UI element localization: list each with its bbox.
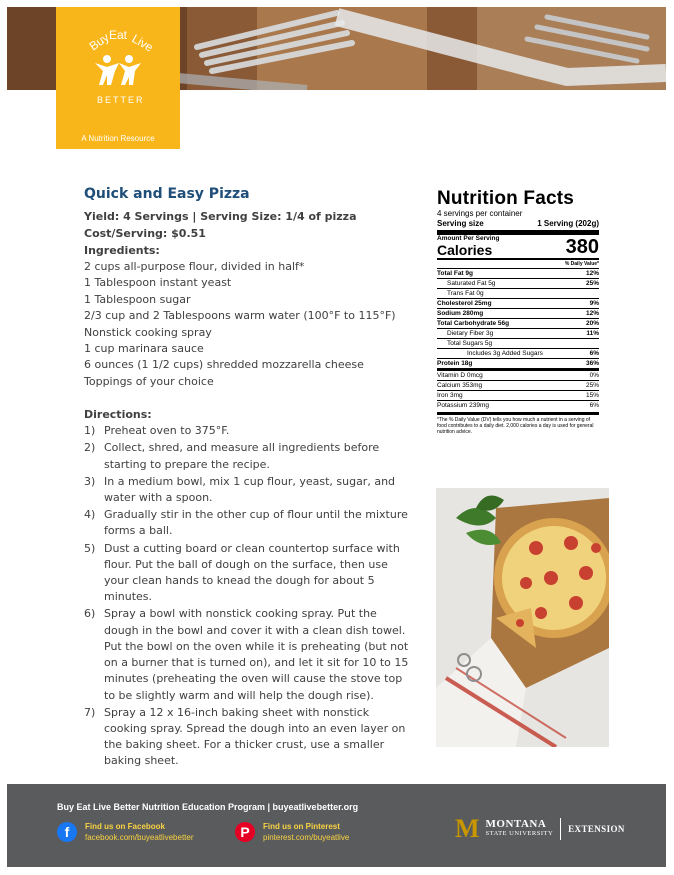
direction-step: 4) Gradually stir in the other cup of flour until the mixture forms a ball. bbox=[84, 508, 408, 538]
ingredient-item: 2 cups all-purpose flour, divided in half* bbox=[84, 260, 305, 273]
nutrient-row: Dietary Fiber 3g 11% bbox=[437, 328, 599, 338]
ingredient-item: 1 Tablespoon instant yeast bbox=[84, 276, 232, 290]
nutrient-row: Total Carbohydrate 56g 20% bbox=[437, 320, 599, 327]
pinterest-link[interactable] bbox=[235, 821, 349, 843]
msu-sub: STATE UNIVERSITY bbox=[485, 830, 554, 837]
vitamin-row: Vitamin D 0mcg 0% bbox=[437, 372, 599, 379]
ingredients-list bbox=[84, 259, 414, 390]
direction-step: 5) Dust a cutting board or clean countertop surface with flour. Put the ball of dough on the surface, then use your clean hands to knead the dough for about 5 minutes. bbox=[84, 541, 400, 604]
ingredient-item: 1 cup marinara sauce bbox=[84, 342, 204, 356]
vitamin-rows bbox=[437, 371, 599, 410]
ingredient-item: Nonstick cooking spray bbox=[84, 325, 212, 339]
calories-value: 380 bbox=[565, 236, 599, 258]
amount-per-serving: Amount Per Serving bbox=[437, 235, 500, 242]
directions-heading: Directions: bbox=[84, 408, 152, 422]
logo-word-live: Live bbox=[129, 31, 156, 55]
nutrient-row: Cholesterol 25mg 9% bbox=[437, 300, 599, 307]
ingredients-heading: Ingredients: bbox=[84, 244, 160, 257]
calories-label: Calories bbox=[437, 242, 493, 258]
recipe-title: Quick and Easy Pizza bbox=[84, 186, 250, 202]
direction-step: 6) Spray a bowl with nonstick cooking spray. Put the dough in the bowl and cover it with a clean dish towel. Put the bowl on the oven while it is preheating (but not on a burner that is turned on), and let it sit for 10 to 15 minutes (preheating the oven will cause the stove top to be slightly warm and will help the dough rise). bbox=[84, 607, 409, 702]
ingredient-item: 1 Tablespoon sugar bbox=[84, 292, 191, 306]
nutrient-row: Saturated Fat 5g 25% bbox=[437, 278, 599, 288]
pinterest-url: pinterest.com/buyeatlive bbox=[263, 833, 350, 842]
nutrient-row: Total Sugars 5g bbox=[437, 338, 599, 348]
facebook-link[interactable] bbox=[57, 821, 194, 843]
buy-eat-live-better-logo bbox=[56, 7, 180, 149]
calories-row bbox=[437, 235, 599, 258]
pinterest-icon: P bbox=[235, 822, 255, 842]
nutrient-row: Trans Fat 0g bbox=[437, 288, 599, 298]
nutrient-row: Total Fat 9g 12% bbox=[437, 270, 599, 277]
vitamin-row: Calcium 353mg 25% bbox=[437, 382, 599, 389]
msu-name: MONTANA bbox=[485, 818, 547, 830]
ingredient-item: 2/3 cup and 2 Tablespoons warm water (100°F to 115°F) bbox=[84, 309, 396, 323]
logo-emblem bbox=[73, 23, 161, 111]
directions-list bbox=[84, 423, 414, 769]
cost-line: Cost/Serving: $0.51 bbox=[84, 227, 206, 240]
direction-step: 7) Spray a 12 x 16-inch baking sheet with nonstick cooking spray. Spread the dough into an even layer on the baking sheet. For a thicker crust, use a smaller baking sheet. bbox=[84, 705, 406, 768]
logo-caption: A Nutrition Resource bbox=[81, 134, 155, 143]
facebook-url: facebook.com/buyeatlivebetter bbox=[85, 833, 194, 842]
nutrient-rows bbox=[437, 268, 599, 368]
recipe-column bbox=[84, 186, 414, 771]
nutrient-row: Protein 18g 36% bbox=[437, 360, 599, 367]
pinterest-title: Find us on Pinterest bbox=[263, 822, 340, 831]
vitamin-row: Iron 3mg 15% bbox=[437, 392, 599, 399]
logo-word-better: BETTER bbox=[97, 95, 145, 105]
footer-bar bbox=[7, 784, 666, 867]
direction-step: 3) In a medium bowl, mix 1 cup flour, yeast, sugar, and water with a spoon. bbox=[84, 474, 396, 505]
daily-value-header: % Daily Value* bbox=[437, 258, 599, 268]
ingredient-item: 6 ounces (1 1/2 cups) shredded mozzarella cheese bbox=[84, 358, 364, 372]
msu-extension-logo bbox=[455, 814, 625, 844]
extension-label: EXTENSION bbox=[568, 824, 625, 834]
logo-word-eat: Eat bbox=[109, 28, 128, 42]
servings-per-container: 4 servings per container bbox=[437, 209, 523, 218]
program-link[interactable]: Buy Eat Live Better Nutrition Education Program | buyeatlivebetter.org bbox=[57, 802, 359, 812]
yield-line: Yield: 4 Servings | Serving Size: 1/4 of pizza bbox=[84, 210, 357, 223]
msu-m-icon: M bbox=[455, 814, 480, 843]
nutrition-facts-title: Nutrition Facts bbox=[437, 188, 575, 209]
facebook-title: Find us on Facebook bbox=[85, 822, 166, 831]
nutrition-facts-label bbox=[437, 188, 599, 435]
direction-step: 2) Collect, shred, and measure all ingredients before starting to prepare the recipe. bbox=[84, 441, 380, 471]
ingredient-item: Toppings of your choice bbox=[84, 374, 214, 388]
facebook-icon: f bbox=[57, 822, 77, 842]
vitamin-row: Potassium 239mg 6% bbox=[437, 402, 599, 409]
nutrient-row: Includes 3g Added Sugars 6% bbox=[437, 348, 599, 358]
serving-size-row: Serving size 1 Serving (202g) bbox=[437, 219, 599, 228]
pizza-photo bbox=[436, 488, 609, 747]
direction-step: 1) Preheat oven to 375°F. bbox=[84, 424, 230, 438]
logo-word-buy: Buy bbox=[86, 30, 112, 54]
nutrient-row: Sodium 280mg 12% bbox=[437, 310, 599, 317]
daily-value-footnote: *The % Daily Value (DV) tells you how much a nutrient in a serving of food contributes to a daily diet. 2,000 calories a day is used for general nutrition advice. bbox=[437, 412, 599, 435]
